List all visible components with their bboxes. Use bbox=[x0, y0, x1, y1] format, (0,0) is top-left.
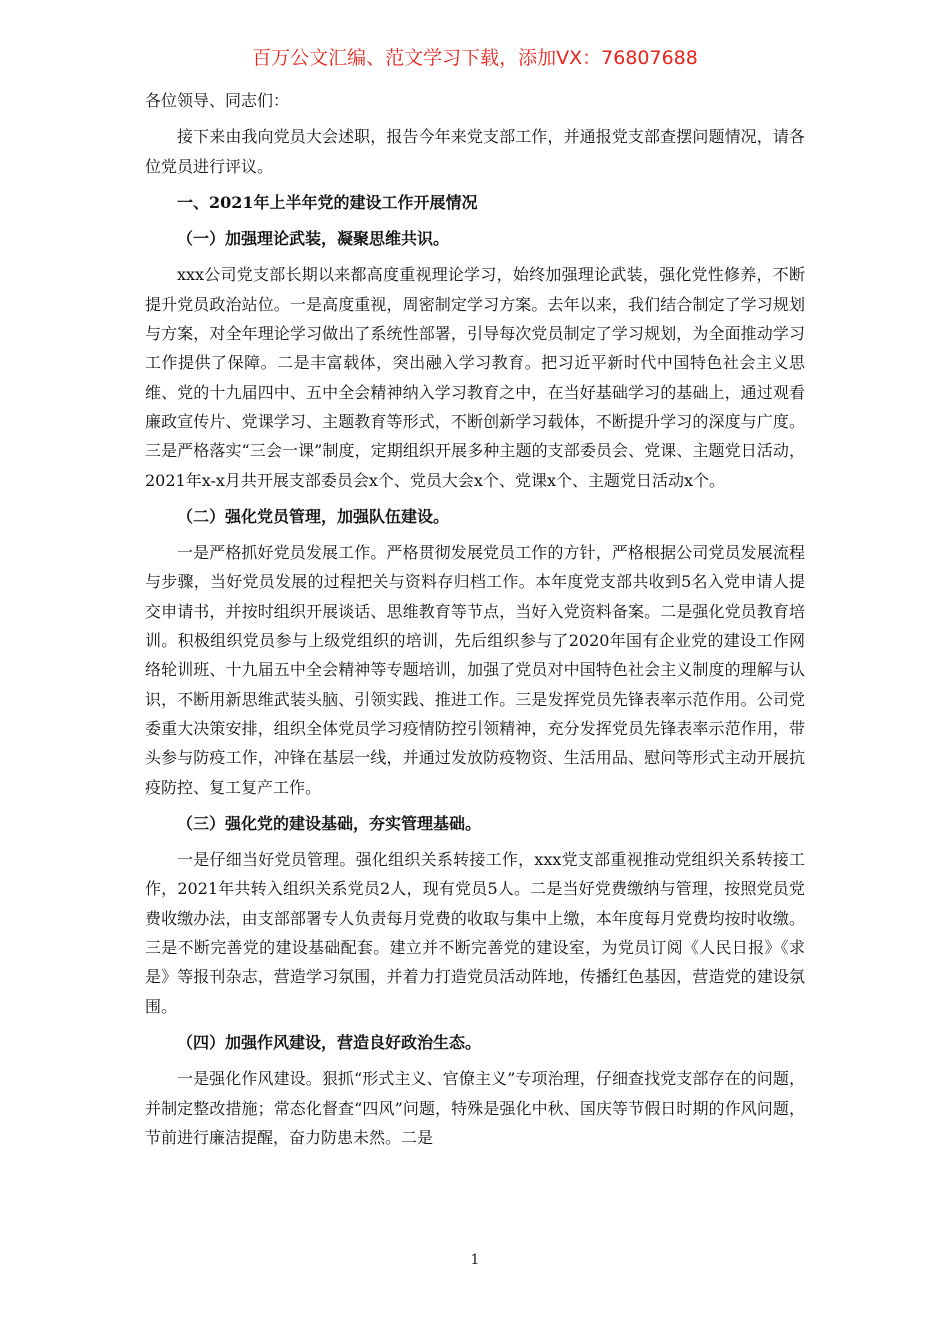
subsection-1-paragraph: xxx公司党支部长期以来都高度重视理论学习，始终加强理论武装，强化党性修养，不断提升党员政治站位。一是高度重视，周密制定学习方案。去年以来，我们结合制定了学习规划与方案，对全年理论学习做出了系统性部署，引导每次党员制定了学习规划，为全面推动学习工作提供了保障。二是丰富载体，突出融入学习教育。把习近平新时代中国特色社会主义思维、党的十九届四中、五中全会精神纳入学习教育之中，在当好基础学习的基础上，通过观看廉政宣传片、党课学习、主题教育等形式，不断创新学习载体，不断提升学习的深度与广度。三是严格落实“三会一课”制度，定期组织开展多种主题的支部委员会、党课、主题党日活动，2021年x-x月共开展支部委员会x个、党员大会x个、党课x个、主题党日活动x个。 bbox=[145, 265, 805, 490]
subsection-3-heading: （三）强化党的建设基础，夯实管理基础。 bbox=[177, 813, 482, 833]
watermark-banner: 百万公文汇编、范文学习下载，添加VX：76807688 bbox=[252, 47, 698, 69]
page-number: 1 bbox=[470, 1252, 480, 1268]
subsection-3-paragraph: 一是仔细当好党员管理。强化组织关系转接工作，xxx党支部重视推动党组织关系转接工作，2021年共转入组织关系党员2人，现有党员5人。二是当好党费缴纳与管理，按照党员党费收缴办法，由支部部署专人负责每月党费的收取与集中上缴，本年度每月党费均按时收缴。三是不断完善党的建设基础配套。建立并不断完善党的建设室，为党员订阅《人民日报》《求是》等报刊杂志，营造学习氛围，并着力打造党员活动阵地，传播红色基因，营造党的建设氛围。 bbox=[145, 850, 805, 1016]
subsection-2-paragraph: 一是严格抓好党员发展工作。严格贯彻发展党员工作的方针，严格根据公司党员发展流程与步骤，当好党员发展的过程把关与资料存归档工作。本年度党支部共收到5名入党申请人提交申请书，并按时组织开展谈话、思维教育等节点，当好入党资料备案。二是强化党员教育培训。积极组织党员参与上级党组织的培训，先后组织参与了2020年国有企业党的建设工作网络轮训班、十九届五中全会精神等专题培训，加强了党员对中国特色社会主义制度的理解与认识，不断用新思维武装头脑、引领实践、推进工作。三是发挥党员先锋表率示范作用。公司党委重大决策安排，组织全体党员学习疫情防控引领精神，充分发挥党员先锋表率示范作用，带头参与防疫工作，冲锋在基层一线，并通过发放防疫物资、生活用品、慰问等形式主动开展抗疫防控、复工复产工作。 bbox=[145, 543, 805, 797]
subsection-4-paragraph: 一是强化作风建设。狠抓“形式主义、官僚主义”专项治理，仔细查找党支部存在的问题，并制定整改措施；常态化督查“四风”问题，特殊是强化中秋、国庆等节假日时期的作风问题，节前进行廉洁提醒，奋力防患未然。二是 bbox=[145, 1069, 805, 1147]
subsection-1-heading: （一）加强理论武装，凝聚思维共识。 bbox=[177, 229, 450, 249]
subsection-2-heading: （二）强化党员管理，加强队伍建设。 bbox=[177, 506, 450, 526]
intro-paragraph: 接下来由我向党员大会述职，报告今年来党支部工作，并通报党支部查摆问题情况，请各位党员进行评议。 bbox=[145, 127, 805, 176]
section-1-heading: 一、2021年上半年党的建设工作开展情况 bbox=[177, 192, 478, 212]
greeting: 各位领导、同志们： bbox=[145, 91, 290, 110]
subsection-4-heading: （四）加强作风建设，营造良好政治生态。 bbox=[177, 1032, 482, 1052]
document-body bbox=[145, 86, 805, 1159]
